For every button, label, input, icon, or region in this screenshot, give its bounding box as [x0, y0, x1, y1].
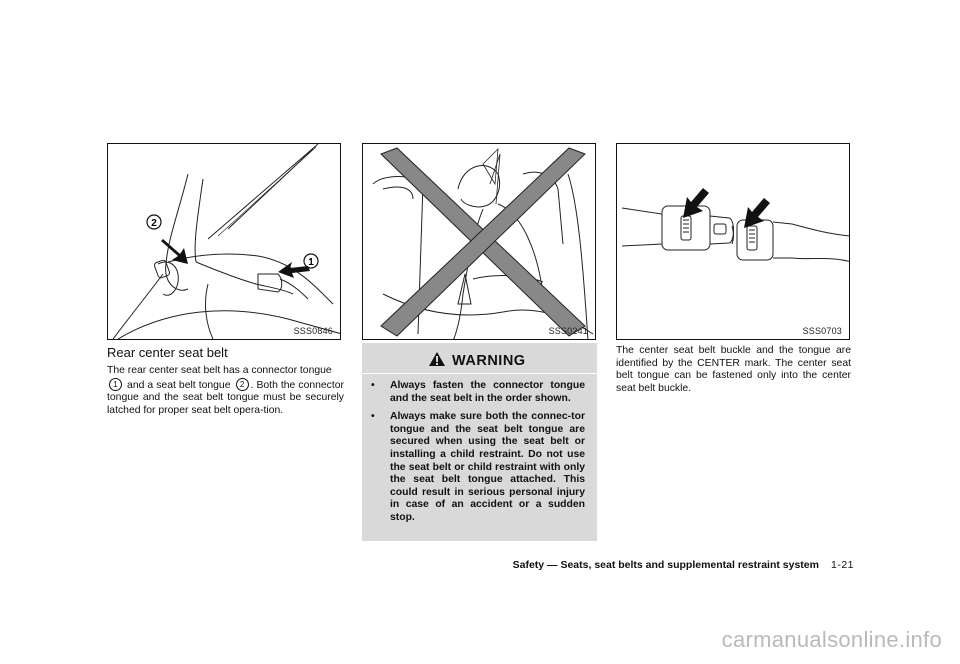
callout-1-inline: 1: [109, 378, 122, 391]
arrow-icon: [744, 198, 770, 228]
body-text-part: The rear center seat belt has a connector tongue: [107, 365, 332, 376]
figure-center-buckle: [616, 143, 850, 340]
warning-item: [362, 411, 597, 524]
illustration-buckle-and-tongue: [617, 144, 850, 340]
cross-out-mark: [381, 148, 585, 336]
section-heading: Rear center seat belt: [107, 345, 228, 360]
callout-1-number: 1: [308, 257, 314, 268]
illustration-belt-fastening: [108, 144, 341, 340]
warning-title: WARNING: [452, 353, 526, 369]
arrow-icon: [683, 188, 709, 218]
warning-list: [362, 380, 597, 531]
warning-box: [362, 343, 597, 541]
body-paragraph: The center seat belt buckle and the tongue are identified by the CENTER mark. The center seat belt tongue can be fastened only into the center seat belt buckle.: [616, 345, 851, 394]
illustration-crossed-out: [363, 144, 596, 340]
figure-code: SSS0703: [802, 326, 842, 336]
warning-item-text: Always make sure both the connec-tor tongue and the seat belt tongue are secured when using the seat belt or installing a child restraint. Do not use the seat belt or child restraint with only the seat belt tongue attached. This could result in serious personal injury in case of an accident or a sudden stop.: [390, 411, 585, 523]
warning-triangle-icon: [429, 352, 445, 366]
body-text-part: . Both the connector tongue and the seat belt tongue must be securely latched for proper seat belt opera-tion.: [107, 379, 345, 416]
page-footer: [462, 559, 854, 571]
callout-2-inline: 2: [236, 378, 249, 391]
warning-item: [362, 380, 597, 405]
callout-2-number: 2: [151, 218, 157, 229]
watermark: carmanualsonline.info: [721, 627, 942, 652]
page-number: 1-21: [830, 559, 854, 571]
figure-incorrect-usage: [362, 143, 596, 340]
figure-code: SSS0241: [548, 326, 588, 336]
figure-code: SSS0846: [293, 326, 333, 336]
bullet: •: [371, 380, 375, 391]
footer-section-title: Safety — Seats, seat belts and supplemental restraint system: [512, 559, 819, 571]
body-paragraph: [107, 365, 344, 417]
figure-rear-center-belt: [107, 143, 341, 340]
warning-item-text: Always fasten the connector tongue and the seat belt in the order shown.: [390, 380, 585, 404]
warning-header: [362, 343, 597, 374]
body-text-part: and a seat belt tongue: [127, 379, 231, 391]
bullet: •: [371, 411, 375, 423]
